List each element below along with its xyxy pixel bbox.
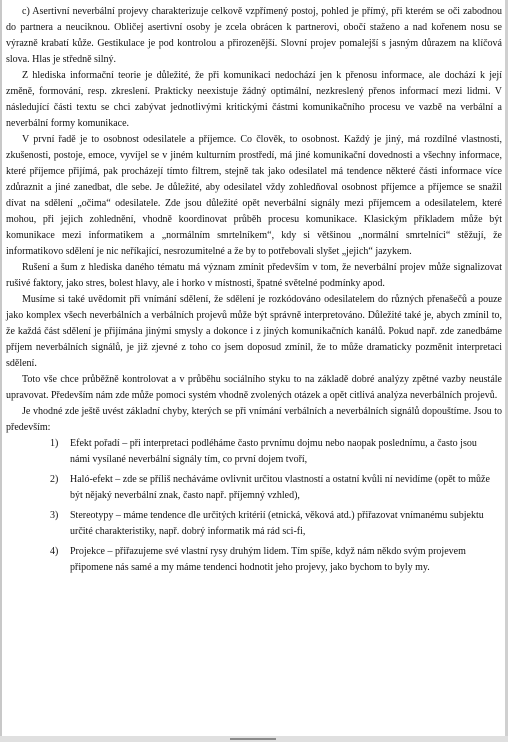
document-body <box>6 4 502 436</box>
list-item-number: 3) <box>50 510 59 521</box>
paragraph-feedback: Toto vše chce průběžně kontrolovat a v průběhu sociálního styku to na základě dobré analýzy zpětné vazby neustále upravovat. Především nám zde může pomoci systém vhodně zvolených otázek a opět citlivá analýza neverbálních projevů. <box>6 374 502 401</box>
list-item-text: Efekt pořadí – při interpretaci podléháme často prvnímu dojmu nebo naopak poslednímu, a často jsou námi vysílané neverbální signály tím, co první dojem tvoří, <box>70 438 477 465</box>
list-item <box>50 544 502 576</box>
list-item <box>50 472 502 504</box>
paragraph-information-theory: Z hlediska informační teorie je důležité, že při komunikaci nedochází jen k přenosu informace, ale dochází k její změně, formování, resp. zkreslení. Prakticky neexistuje žádný optimální, nezkreslený přenos informací mezi lidmi. V následující části textu se chci zabývat jednotlivými kritickými částmi komunikačního procesu ve vazbě na verbální a neverbální formy komunikace. <box>6 70 502 129</box>
paragraph-sender-receiver-personality: V první řadě je to osobnost odesilatele a příjemce. Co člověk, to osobnost. Každý je jiný, má rozdílné vlastnosti, zkušenosti, postoje, emoce, vyvíjel se v jiném kulturním prostředí, má jiné komunikační dovednosti a všechny informace, které příjemce přijímá, pak procházejí tímto filtrem, stejně tak jako odesilatel má tendence některé části informace více zdůraznit a jiné zanedbat, dle sebe. Je důležité, aby odesilatel vždy zohledňoval osobnost příjemce a příjemce se snažil dívat na sdělení „očima“ odesilatele. Zde jsou důležité opět neverbální signály mezi příjemcem a odesilatelem, které mohou, při jejich zohlednění, vhodně koordinovat průběh procesu komunikace. Klasickým příkladem může být komunikace mezi informatikem a „normálním smrtelníkem“, kdy si většinou „normální smrtelníci“ stěžují, že informatikovo sdělení je nic neříkající, nesrozumitelné a že by to potřebovali slyšet „jejich“ jazykem. <box>6 134 502 257</box>
perception-errors-list <box>6 436 502 576</box>
list-item-number: 1) <box>50 438 59 449</box>
paragraph-message-perception: Musíme si také uvědomit při vnímání sdělení, že sdělení je rozkódováno odesilatelem do různých přenašečů a pouze jako komplex všech neverbálních a verbálních projevů může být správně interpretováno. Důležité také je, abych zmínil to, že každá část sdělení je přijímána jinými smysly a dokonce i z jiných komunikačních kanálů. Pokud např. zde zanedbáme příjem neverbálních signálů, je již zjevné z toho co jsem doposud zmínil, že to může dramaticky pozměnit interpretaci sdělení. <box>6 294 502 369</box>
list-item-text: Stereotypy – máme tendence dle určitých kritérií (etnická, věková atd.) přiřazovat vnímanému subjektu určité charakteristiky, např. dobrý informatik má rád sci-fi, <box>70 510 484 537</box>
page-left-border <box>0 0 2 742</box>
horizontal-scrollbar[interactable] <box>0 736 508 742</box>
scrollbar-thumb[interactable] <box>230 738 276 740</box>
list-item-text: Projekce – přiřazujeme své vlastní rysy druhým lidem. Tím spíše, když nám někdo svým projevem připomene nás samé a my máme tendenci hodnotit jeho projevy, jako bychom to byly my. <box>70 546 466 573</box>
paragraph-assertive-nonverbal: c) Asertivní neverbální projevy charakterizuje celkově vzpřímený postoj, pohled je přímý, při kterém se oči zabodnou do partnera a neuciknou. Obličej asertivní osoby je zcela obrácen k partnerovi, obočí staženo a nad kořenem nosu se výrazně krabatí kůže. Gestikulace je pod kontrolou a přirozenější. Slovní projev pomalejší s jasným důrazem na klíčová slova. Hlas je středně silný. <box>6 6 502 65</box>
paragraph-list-intro: Je vhodné zde ještě uvést základní chyby, kterých se při vnímání verbálních a neverbálních signálů dopouštíme. Jsou to především: <box>6 406 502 433</box>
list-item <box>50 508 502 540</box>
list-item-number: 4) <box>50 546 59 557</box>
list-item <box>50 436 502 468</box>
paragraph-noise: Rušení a šum z hlediska daného tématu má význam zmínit především v tom, že neverbální projev může signalizovat rušivé faktory, jako stres, bolest hlavy, ale i horko v místnosti, špatné světelné podmínky apod. <box>6 262 502 289</box>
list-item-text: Haló-efekt – zde se příliš necháváme ovlivnit určitou vlastností a ostatní kvůli ní nevidíme (opět to může být nějaký neverbální znak, často např. příjemný vzhled), <box>70 474 490 501</box>
list-item-number: 2) <box>50 474 59 485</box>
